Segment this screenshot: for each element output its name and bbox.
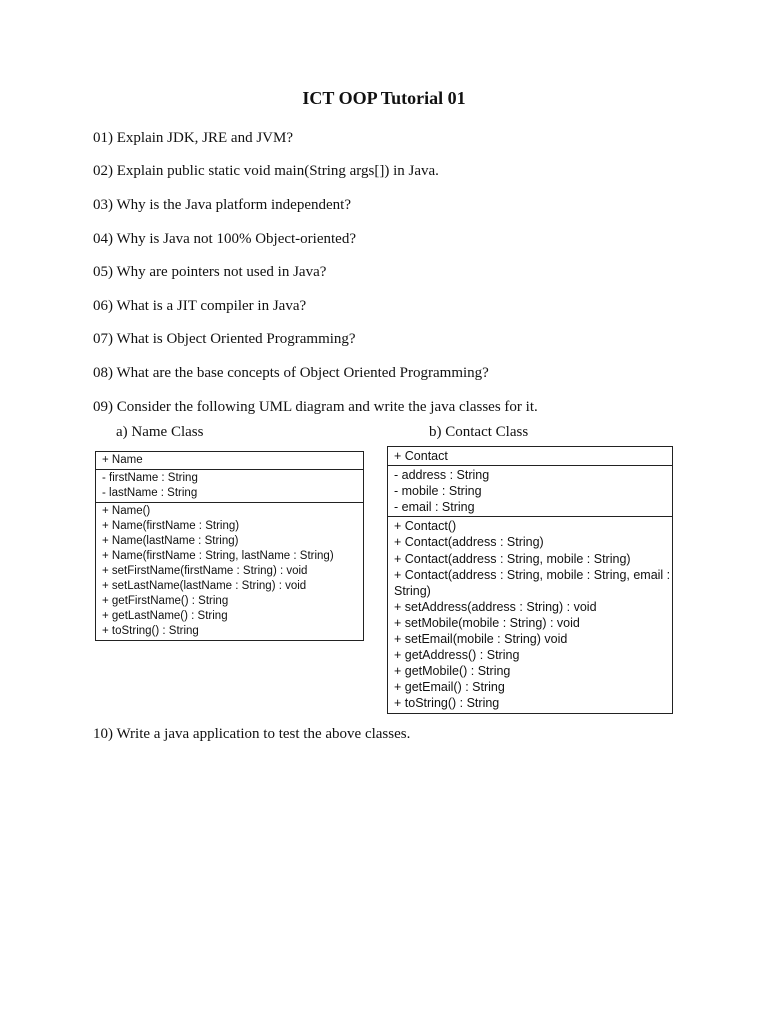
subheading-name-class: a) Name Class: [116, 424, 204, 440]
uml-method: + getLastName() : String: [102, 610, 228, 622]
question-02: 02) Explain public static void main(String args[]) in Java.: [93, 163, 439, 179]
question-06: 06) What is a JIT compiler in Java?: [93, 298, 307, 314]
uml-name-methods: [96, 502, 363, 640]
uml-method: + Name(lastName : String): [102, 535, 239, 547]
uml-method: + setFirstName(firstName : String) : void: [102, 565, 308, 577]
uml-method: + setMobile(mobile : String) : void: [394, 615, 580, 630]
question-08: 08) What are the base concepts of Object Oriented Programming?: [93, 365, 489, 381]
uml-field: - address : String: [394, 468, 490, 483]
uml-method: + Contact(address : String): [394, 535, 544, 550]
question-03: 03) Why is the Java platform independent?: [93, 197, 351, 213]
uml-field: - firstName : String: [102, 472, 198, 484]
question-01: 01) Explain JDK, JRE and JVM?: [93, 130, 293, 146]
uml-field: - lastName : String: [102, 487, 198, 499]
question-10: 10) Write a java application to test the above classes.: [93, 726, 411, 742]
question-05: 05) Why are pointers not used in Java?: [93, 264, 327, 280]
uml-class-title: + Contact: [394, 449, 448, 463]
uml-name-class: [95, 451, 364, 641]
uml-contact-methods: [388, 516, 672, 712]
uml-method: + Name(firstName : String): [102, 520, 240, 532]
uml-method: + getAddress() : String: [394, 648, 520, 663]
uml-method: + Name(): [102, 505, 151, 517]
uml-name-fields: [96, 469, 363, 502]
uml-method: + toString() : String: [102, 625, 199, 637]
uml-method: + setLastName(lastName : String) : void: [102, 580, 307, 592]
uml-contact-fields: [388, 465, 672, 516]
uml-field: - email : String: [394, 500, 475, 515]
uml-method: + getMobile() : String: [394, 664, 511, 679]
uml-method: + setEmail(mobile : String) void: [394, 632, 568, 647]
uml-method: + Contact(address : String, mobile : String, email : String): [394, 567, 671, 598]
question-09: 09) Consider the following UML diagram and write the java classes for it.: [93, 399, 538, 415]
uml-method: + Contact(address : String, mobile : String): [394, 551, 631, 566]
uml-name-header: [96, 452, 363, 469]
uml-method: + getFirstName() : String: [102, 595, 229, 607]
uml-field: - mobile : String: [394, 484, 482, 499]
subheading-contact-class: b) Contact Class: [429, 424, 529, 440]
uml-method: + Contact(): [394, 519, 457, 534]
uml-method: + Name(firstName : String, lastName : String): [102, 550, 334, 562]
page-title: ICT OOP Tutorial 01: [302, 88, 466, 108]
uml-method: + getEmail() : String: [394, 680, 505, 695]
uml-method: + toString() : String: [394, 696, 500, 711]
uml-contact-class: [387, 446, 673, 714]
question-04: 04) Why is Java not 100% Object-oriented?: [93, 231, 356, 247]
uml-class-title: + Name: [102, 454, 143, 466]
question-07: 07) What is Object Oriented Programming?: [93, 331, 356, 347]
uml-contact-header: [388, 447, 672, 465]
uml-method: + setAddress(address : String) : void: [394, 599, 597, 614]
